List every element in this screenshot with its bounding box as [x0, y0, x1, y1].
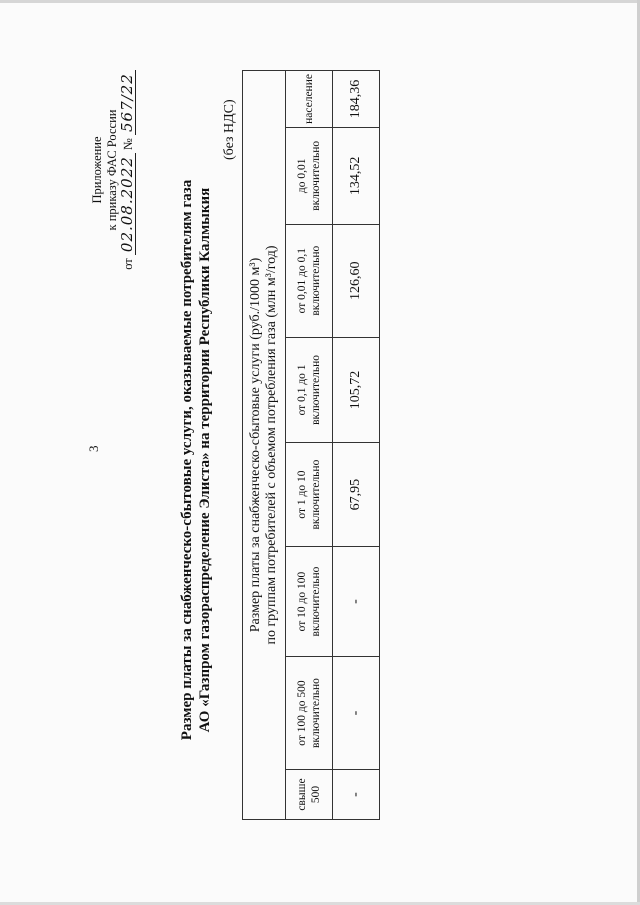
table-header-row [243, 71, 286, 820]
order-number: 567/22 [120, 70, 136, 135]
table-header-line1: Размер платы за снабженческо-сбытовые услуги (руб./1000 м³) [248, 257, 263, 633]
scan-edge-top [0, 0, 640, 3]
column-header: от 0,1 до 1 включительно [286, 337, 333, 442]
title-line2: АО «Газпром газораспределение Элиста» на территории Республики Калмыкия [197, 187, 213, 733]
tariff-table [242, 70, 380, 820]
title-line1: Размер платы за снабженческо-сбытовые услуги, оказываемые потребителям газа [179, 179, 195, 741]
page-number: 3 [86, 445, 101, 452]
table-header [243, 71, 286, 820]
rotated-document-content [90, 60, 370, 860]
column-header: от 0,01 до 0,1 включительно [286, 224, 333, 337]
column-header-row [286, 71, 333, 820]
table-cell: 134,52 [333, 127, 380, 224]
table-cell: - [333, 657, 380, 770]
from-label: от [121, 258, 135, 270]
column-header: от 100 до 500 включительно [286, 657, 333, 770]
table-cell: - [333, 547, 380, 657]
no-vat-note: (без НДС) [222, 99, 237, 160]
table-cell: - [333, 770, 380, 820]
table-cell: 67,95 [333, 443, 380, 547]
appendix-block [90, 60, 136, 280]
order-date: 02.08.2022 [120, 153, 136, 255]
column-header: от 10 до 100 включительно [286, 547, 333, 657]
column-header: население [286, 71, 333, 128]
column-header: до 0,01 включительно [286, 127, 333, 224]
table-row [333, 71, 380, 820]
appendix-line2: к приказу ФАС России [105, 109, 119, 231]
appendix-date-line [120, 60, 136, 280]
table-cell: 126,60 [333, 224, 380, 337]
table-cell: 184,36 [333, 71, 380, 128]
number-label: № [121, 138, 135, 151]
document-title [178, 60, 214, 860]
appendix-line1: Приложение [90, 136, 104, 204]
table-cell: 105,72 [333, 337, 380, 442]
table-header-line2: по группам потребителей с объемом потребления газа (млн м³/год) [264, 245, 279, 645]
column-header: свыше 500 [286, 770, 333, 820]
column-header: от 1 до 10 включительно [286, 443, 333, 547]
